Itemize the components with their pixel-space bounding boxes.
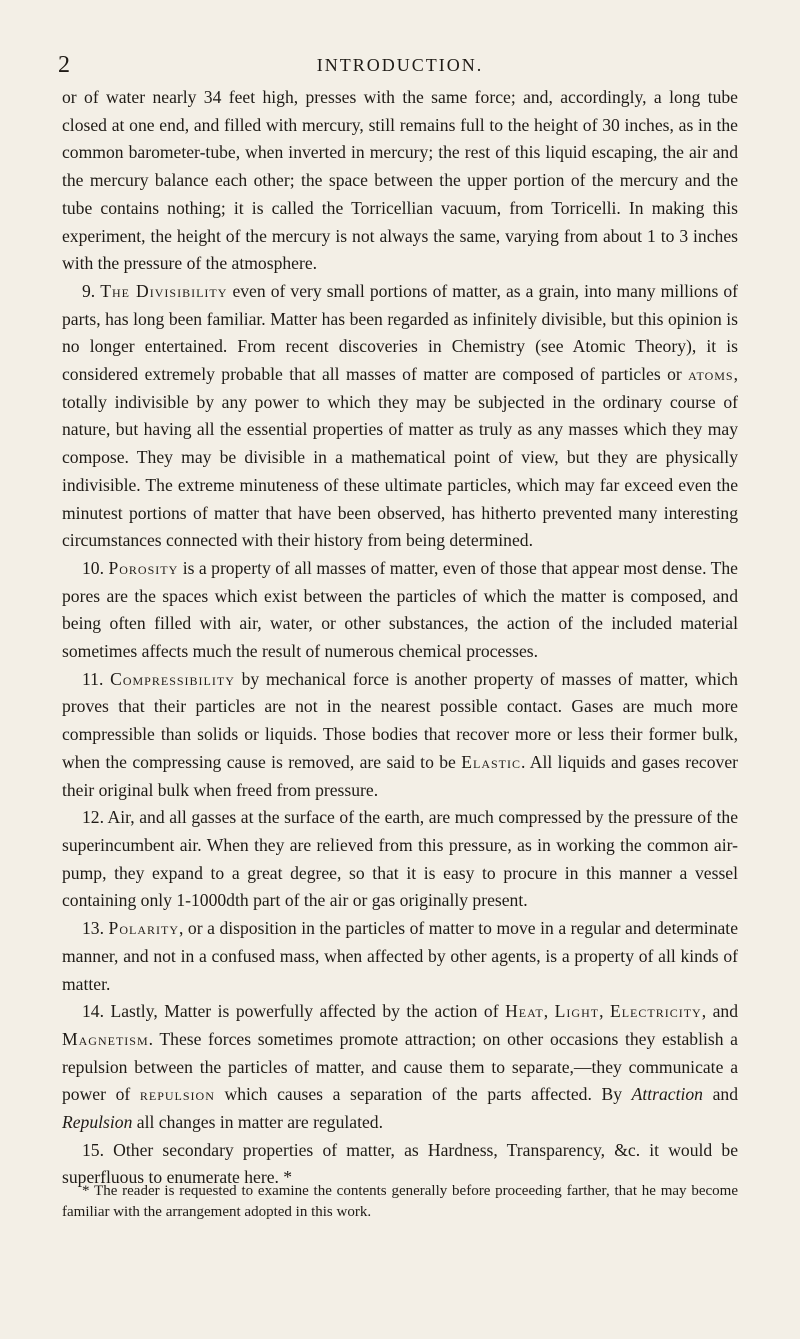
- term-porosity: Porosity: [108, 557, 179, 578]
- term-repulsion: repulsion: [139, 1084, 215, 1105]
- paragraph-10: [62, 555, 738, 666]
- paragraph-text: . All liquids and gases recover their original bulk when freed from pressure.: [62, 751, 738, 800]
- body-text: [62, 84, 738, 1192]
- paragraph-9: [62, 278, 738, 555]
- paragraph-text: , totally indivisible by any power to which they may be subjected in the ordinary course of nature, but having all the essential properties of matter as truly as any masses which they may compose. They may be divisible in a mathematical point of view, but they are physically indivisible. The extreme minuteness of these ultimate particles, which may far exceed even the minutest portions of matter that have been observed, has hitherto prevented many interesting circumstances connected with their history from being determined.: [62, 364, 738, 551]
- paragraph-text: which causes a separation of the parts affected. By: [214, 1084, 632, 1105]
- term-polarity: Polarity: [108, 918, 179, 939]
- page-header: [58, 50, 742, 80]
- paragraph-text: by mechanical force is another property of masses of matter, which proves that their particles are not in the nearest possible contact. Gases are much more compressible than solids or liquids. Those bodies that recover more or less their former bulk, when the compressing cause is removed, are said to be: [62, 668, 738, 772]
- separator: and: [702, 1084, 738, 1105]
- paragraph-text: is a property of all masses of matter, even of those that appear most dense. The pores are the spaces which exist between the particles of which the matter is composed, and being often filled with air, water, or other substances, the action of the included material sometimes affects much the result of numerous chemical processes.: [62, 557, 738, 662]
- paragraph-number: 9.: [82, 280, 96, 301]
- paragraph-number: 10.: [82, 557, 104, 578]
- paragraph-13: [62, 915, 738, 998]
- footnote: * The reader is requested to examine the contents generally before proceeding farther, that he may become familiar with the arrangement adopted in this work.: [62, 1183, 738, 1220]
- paragraph-14: [62, 998, 738, 1137]
- term-repulsion-italic: Repulsion: [62, 1112, 133, 1133]
- term-magnetism: Magnetism: [62, 1028, 149, 1049]
- term-atoms: atoms: [688, 364, 734, 385]
- paragraph-text: all changes in matter are regulated.: [132, 1112, 383, 1133]
- continuation-paragraph: or of water nearly 34 feet high, presses with the same force; and, accordingly, a long tube closed at one end, and filled with mercury, still remains full to the height of 30 inches, as in the common barometer-tube, when inverted in mercury; the rest of this liquid escaping, the air and the mercury balance each other; the space between the upper portion of the mercury and the tube contains nothing; it is called the Torricellian vacuum, from Torricelli. In making this experiment, the height of the mercury is not always the same, varying from about 1 to 3 inches with the pressure of the atmosphere.: [62, 87, 738, 274]
- term-divisibility: The Divisibility: [100, 280, 228, 301]
- paragraph-text: , or a disposition in the particles of matter to move in a regular and determinate manner, and not in a confused mass, when affected by other agents, is a property of all kinds of matter.: [62, 918, 738, 994]
- paragraph-text: even of very small portions of matter, as a grain, into many millions of parts, has long been familiar. Matter has been regarded as infinitely divisible, but this opinion is no longer entertained. From recent discoveries in Chemistry (see Atomic Theory), it is considered extremely probable that all masses of matter are composed of particles or: [62, 280, 739, 385]
- paragraph-number: 13.: [82, 918, 104, 939]
- term-heat: Heat: [505, 1001, 544, 1022]
- running-head: INTRODUCTION.: [316, 55, 484, 75]
- page-number: 2: [58, 52, 70, 78]
- paragraph-text: 14. Lastly, Matter is powerfully affected by the action of: [82, 1001, 506, 1022]
- term-compressibility: Compressibility: [110, 668, 235, 689]
- paragraph-15: 15. Other secondary properties of matter, as Hardness, Transparency, &c. it would be superfluous to enumerate here. *: [62, 1139, 738, 1188]
- paragraph-text: . These forces sometimes promote attraction; on other occasions they establish a repulsion between the particles of matter, and cause them to separate,—they communicate a power of: [62, 1028, 738, 1105]
- term-attraction-italic: Attraction: [631, 1084, 703, 1105]
- separator: ,: [543, 1001, 555, 1022]
- paragraph-12: 12. Air, and all gasses at the surface of the earth, are much compressed by the pressure of the superincumbent air. When they are relieved from this pressure, as in working the common air-pump, they expand to a great degree, so that it is easy to procure in this manner a vessel containing only 1-1000dth part of the air or gas originally present.: [62, 807, 738, 911]
- term-light: Light: [554, 1001, 600, 1022]
- term-elastic: Elastic: [461, 751, 521, 772]
- separator: , and: [701, 1001, 739, 1022]
- paragraph-number: 11.: [82, 668, 104, 689]
- paragraph-11: [62, 666, 738, 805]
- term-electricity: Electricity: [609, 1001, 702, 1022]
- separator: ,: [599, 1001, 610, 1022]
